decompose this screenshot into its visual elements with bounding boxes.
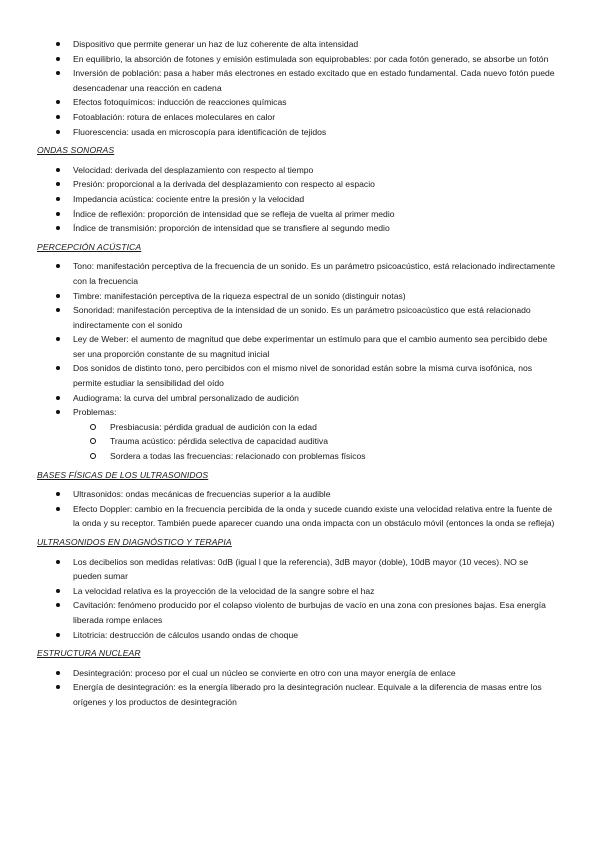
- bullet-icon: [56, 603, 60, 607]
- list-item: Audiograma: la curva del umbral personalizado de audición: [0, 391, 599, 406]
- list-item: Dos sonidos de distinto tono, pero percibidos con el mismo nivel de sonoridad están sobre la misma curva isofónica, nos permite estudiar la sensibilidad del oído: [0, 361, 599, 390]
- bullet-icon: [56, 71, 60, 75]
- circle-bullet-icon: [90, 424, 96, 430]
- list-item: Desintegración: proceso por el cual un núcleo se convierte en otro con una mayor energía de enlace: [0, 666, 599, 681]
- bullet-icon: [56, 115, 60, 119]
- list-item: Velocidad: derivada del desplazamiento con respecto al tiempo: [0, 163, 599, 178]
- nuclear-list: [0, 666, 599, 710]
- sub-list-item: Sordera a todas las frecuencias: relacionado con problemas físicos: [0, 449, 599, 464]
- bullet-icon: [56, 100, 60, 104]
- bullet-icon: [56, 366, 60, 370]
- bullet-icon: [56, 42, 60, 46]
- section-heading-ondas-sonoras: ONDAS SONORAS: [37, 145, 115, 156]
- list-item: Índice de transmisión: proporción de intensidad que se transfiere al segundo medio: [0, 221, 599, 236]
- list-item: Energía de desintegración: es la energía liberado pro la desintegración nuclear. Equivale a la diferencia de masas entre los orígenes y los productos de desintegración: [0, 680, 599, 709]
- section-heading-bases-fisicas: BASES FÍSICAS DE LOS ULTRASONIDOS: [37, 469, 209, 480]
- bullet-icon: [56, 685, 60, 689]
- bullet-icon: [56, 226, 60, 230]
- list-item: En equilibrio, la absorción de fotones y emisión estimulada son equiprobables: por cada fotón generado, se absorbe un fotón: [0, 52, 599, 67]
- list-item: Cavitación: fenómeno producido por el colapso violento de burbujas de vacío en una zona con presiones bajas. Esa energía liberada rompe enlaces: [0, 598, 599, 627]
- intro-list: [0, 37, 599, 139]
- list-item: Sonoridad: manifestación perceptiva de la intensidad de un sonido. Es un parámetro psicoacústico que está relacionado indirectamente con el sonido: [0, 303, 599, 332]
- bullet-icon: [56, 507, 60, 511]
- bullet-icon: [56, 264, 60, 268]
- section-heading-ultrasonidos-diagnostico: ULTRASONIDOS EN DIAGNÓSTICO Y TERAPIA: [37, 537, 232, 547]
- list-item: Problemas:: [0, 405, 599, 420]
- ultrasonidos-list: [0, 555, 599, 643]
- sub-list-item: Presbiacusia: pérdida gradual de audición con la edad: [0, 420, 599, 435]
- list-item: Efecto Doppler: cambio en la frecuencia percibida de la onda y sucede cuando existe una velocidad relativa entre la fuente de la onda y su receptor. También puede aparecer cuando una onda impacta con un obstáculo móvil (entonces la onda se refleja): [0, 502, 599, 531]
- list-item: Fluorescencia: usada en microscopía para identificación de tejidos: [0, 125, 599, 140]
- list-item: La velocidad relativa es la proyección de la velocidad de la sangre sobre el haz: [0, 584, 599, 599]
- bullet-icon: [56, 130, 60, 134]
- list-item: Fotoablación: rotura de enlaces moleculares en calor: [0, 110, 599, 125]
- bullet-icon: [56, 197, 60, 201]
- circle-bullet-icon: [90, 453, 96, 459]
- bullet-icon: [56, 671, 60, 675]
- list-item: Los decibelios son medidas relativas: 0dB (igual l que la referencia), 3dB mayor (doble), 10dB mayor (10 veces). NO se pueden sumar: [0, 555, 599, 584]
- section-heading-estructura-nuclear: ESTRUCTURA NUCLEAR: [37, 648, 141, 659]
- ondas-list: [0, 163, 599, 236]
- circle-bullet-icon: [90, 438, 96, 444]
- list-item: Ultrasonidos: ondas mecánicas de frecuencias superior a la audible: [0, 487, 599, 502]
- bullet-icon: [56, 396, 60, 400]
- list-item: Litotricia: destrucción de cálculos usando ondas de choque: [0, 628, 599, 643]
- list-item: Impedancia acústica: cociente entre la presión y la velocidad: [0, 192, 599, 207]
- bullet-icon: [56, 294, 60, 298]
- list-item: Ley de Weber: el aumento de magnitud que debe experimentar un estímulo para que el cambio aumento sea percibido debe ser una proporción constante de su magnitud inicial: [0, 332, 599, 361]
- bullet-icon: [56, 589, 60, 593]
- list-item: Timbre: manifestación perceptiva de la riqueza espectral de un sonido (distinguir notas): [0, 289, 599, 304]
- list-item: Dispositivo que permite generar un haz de luz coherente de alta intensidad: [0, 37, 599, 52]
- bullet-icon: [56, 337, 60, 341]
- bullet-icon: [56, 410, 60, 414]
- list-item: Índice de reflexión: proporción de intensidad que se refleja de vuelta al primer medio: [0, 207, 599, 222]
- bullet-icon: [56, 308, 60, 312]
- bullet-icon: [56, 212, 60, 216]
- percepcion-list: [0, 259, 599, 463]
- sub-list-item: Trauma acústico: pérdida selectiva de capacidad auditiva: [0, 434, 599, 449]
- list-item: Presión: proporcional a la derivada del desplazamiento con respecto al espacio: [0, 177, 599, 192]
- bullet-icon: [56, 168, 60, 172]
- list-item: Efectos fotoquímicos: inducción de reacciones químicas: [0, 95, 599, 110]
- bullet-icon: [56, 57, 60, 61]
- list-item: Tono: manifestación perceptiva de la frecuencia de un sonido. Es un parámetro psicoacústico, está relacionado indirectamente con la frecuencia: [0, 259, 599, 288]
- list-item: Inversión de población: pasa a haber más electrones en estado excitado que en estado fundamental. Cada nuevo fotón puede desencadenar una reacción en cadena: [0, 66, 599, 95]
- bullet-icon: [56, 633, 60, 637]
- section-heading-percepcion-acustica: PERCEPCIÓN ACÚSTICA: [37, 241, 142, 252]
- bullet-icon: [56, 182, 60, 186]
- bullet-icon: [56, 492, 60, 496]
- bases-list: [0, 487, 599, 531]
- bullet-icon: [56, 560, 60, 564]
